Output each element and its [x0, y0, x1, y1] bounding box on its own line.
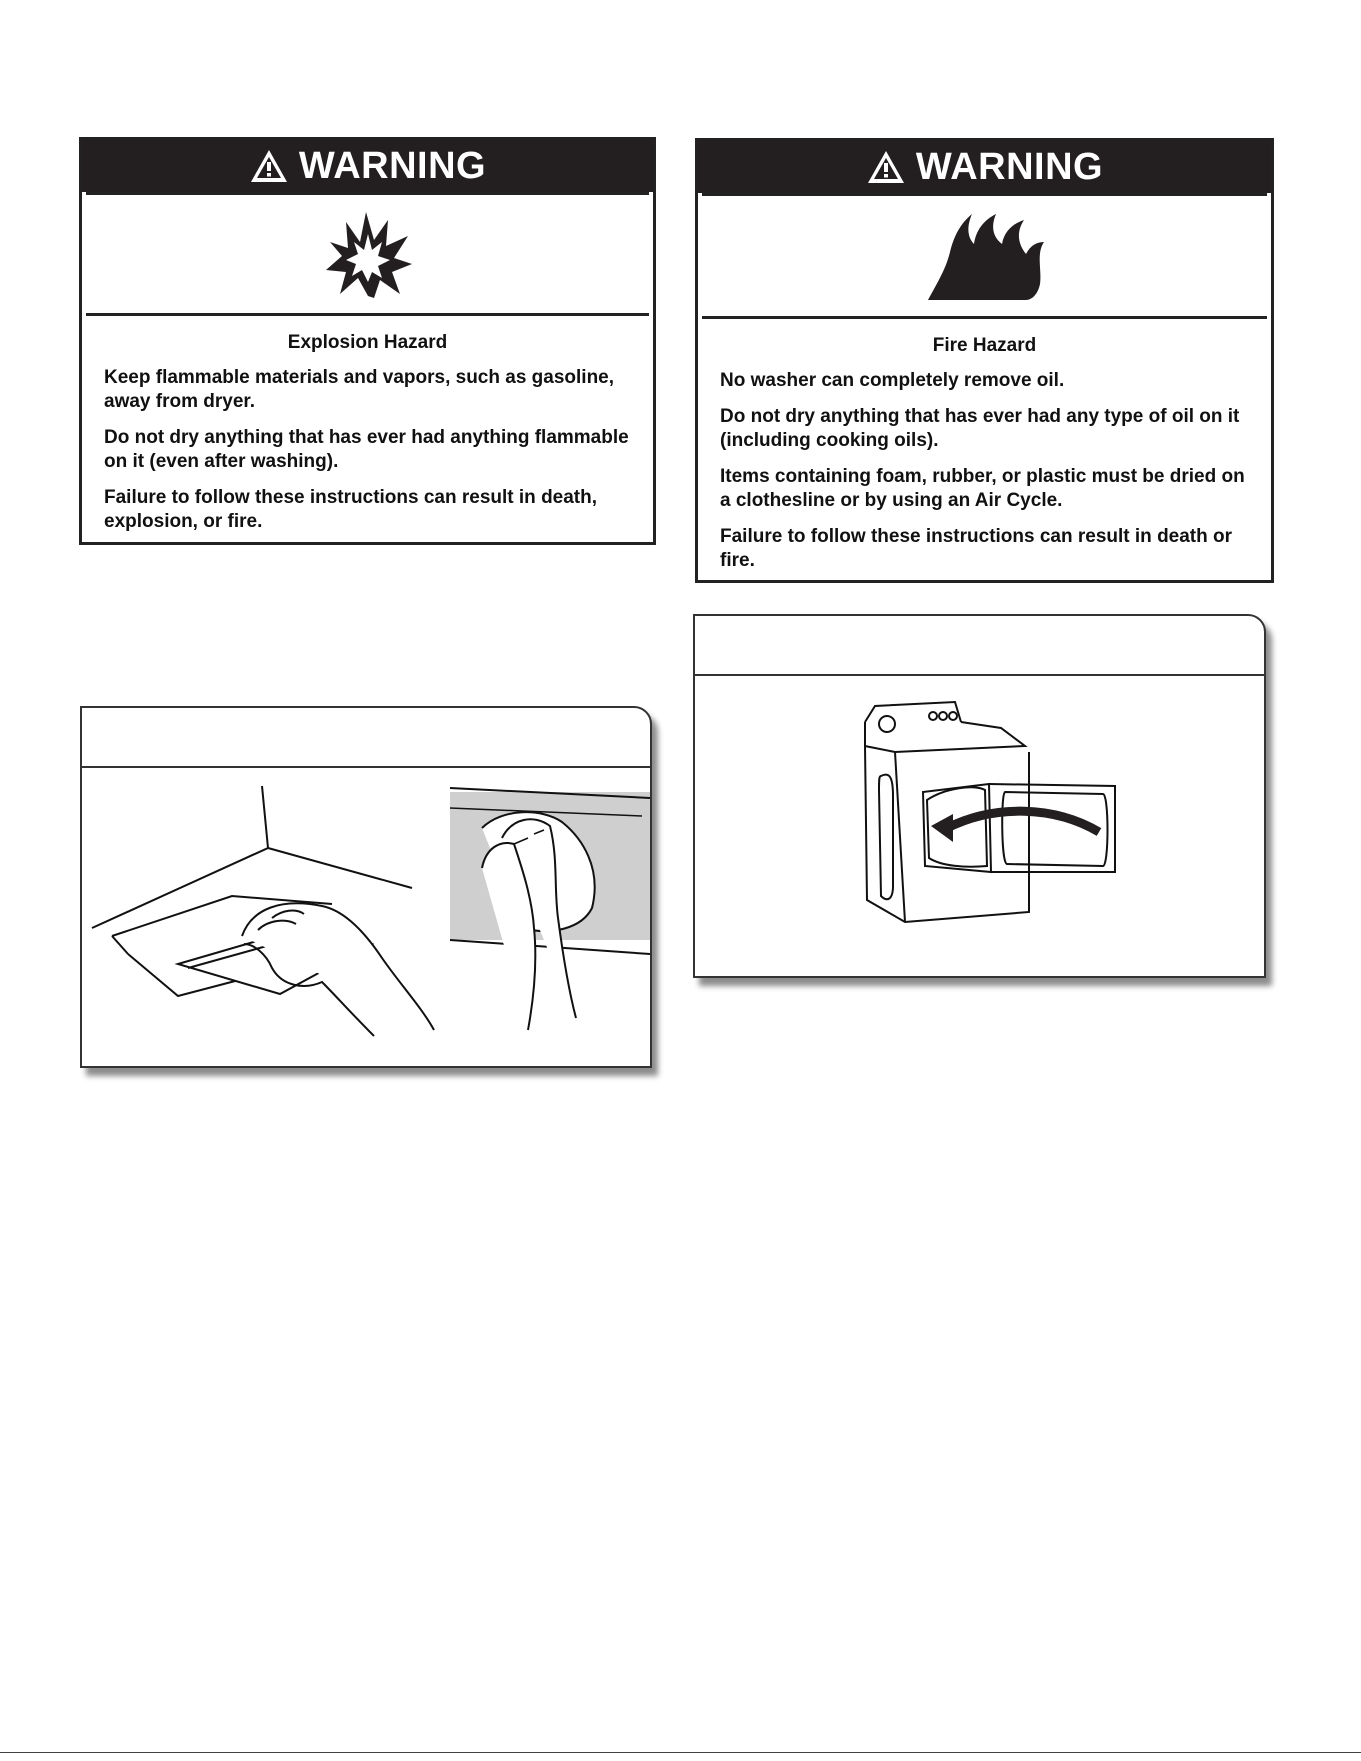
alert-triangle-icon — [249, 148, 289, 184]
dryer-figure — [693, 614, 1266, 978]
dryer-drum-illustration — [695, 676, 1264, 976]
warning-title: WARNING — [298, 144, 487, 187]
hazard-title: Explosion Hazard — [287, 332, 448, 353]
hazard-title: Fire Hazard — [932, 335, 1037, 356]
figure-header-band — [695, 616, 1264, 676]
warning-paragraph: Failure to follow these instructions can result in death, explosion, or fire. — [104, 487, 598, 532]
warning-paragraph: Failure to follow these instructions can result in death or fire. — [720, 526, 1233, 571]
fire-icon — [920, 208, 1050, 304]
footer-rule — [0, 1752, 1361, 1753]
warning-box-explosion — [79, 137, 656, 545]
warning-box-fire — [695, 138, 1274, 583]
explosion-icon — [318, 208, 418, 300]
warning-header — [82, 140, 653, 192]
warning-paragraph: Items containing foam, rubber, or plastic must be dried on a clothesline or by using an Air Cycle. — [720, 466, 1245, 511]
warning-paragraph: Keep flammable materials and vapors, such as gasoline, away from dryer. — [104, 367, 615, 412]
warning-symbol-area — [702, 193, 1267, 319]
warning-title: WARNING — [915, 145, 1104, 188]
warning-paragraph: Do not dry anything that has ever had any type of oil on it (including cooking oils). — [720, 406, 1240, 451]
alert-triangle-icon — [866, 149, 906, 185]
warning-header — [698, 141, 1271, 193]
lint-screen-figure — [80, 706, 652, 1068]
lint-screen-cleaning-illustration — [82, 768, 650, 1064]
warning-symbol-area — [86, 192, 649, 316]
warning-paragraph: No washer can completely remove oil. — [720, 370, 1065, 391]
figure-header-band — [82, 708, 650, 768]
warning-paragraph: Do not dry anything that has ever had anything flammable on it (even after washing). — [104, 427, 629, 472]
